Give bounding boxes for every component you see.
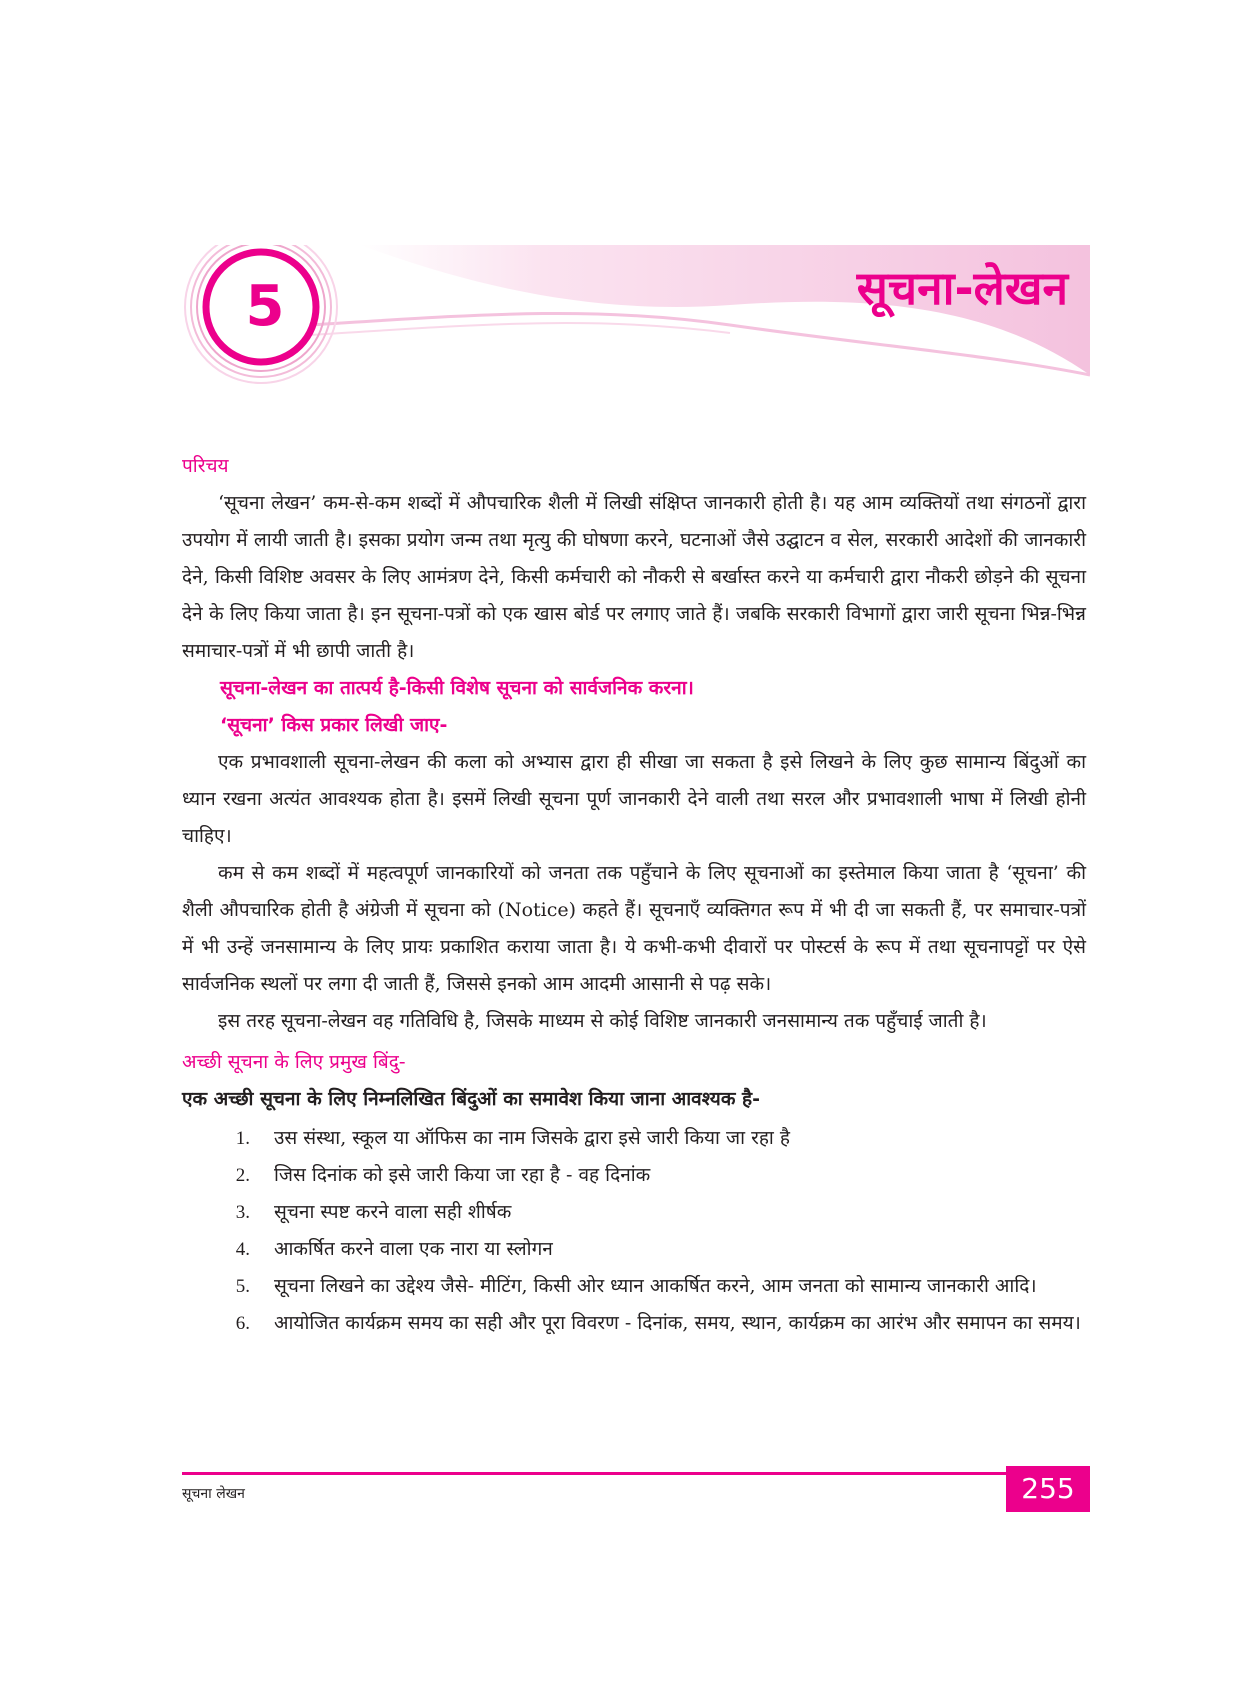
- how-to-write-heading: ‘सूचना’ किस प्रकार लिखी जाए-: [220, 714, 448, 736]
- list-item: [182, 1194, 1086, 1231]
- list-item-number: 5.: [235, 1276, 250, 1297]
- banner-swoosh-line: [310, 323, 730, 335]
- chapter-title: सूचना-लेखन: [856, 261, 1068, 315]
- list-item: [182, 1305, 1086, 1342]
- list-item-text: सूचना स्पष्ट करने वाला सही शीर्षक: [274, 1201, 512, 1223]
- points-list: [182, 1120, 1086, 1342]
- list-item-text: उस संस्था, स्कूल या ऑफिस का नाम जिसके द्वारा इसे जारी किया जा रहा है: [274, 1127, 790, 1149]
- page-number: 255: [1006, 1466, 1090, 1512]
- summary-paragraph: इस तरह सूचना-लेखन वह गतिविधि है, जिसके माध्यम से कोई विशिष्ट जानकारी जनसामान्य तक पहुँचाई जाती है।: [218, 1010, 987, 1032]
- intro-paragraph: ‘सूचना लेखन’ कम-से-कम शब्दों में औपचारिक शैली में लिखी संक्षिप्त जानकारी होती है। यह आम व्यक्तियों तथा संगठनों द्वारा उपयोग में लायी जाती है। इसका प्रयोग जन्म तथा मृत्यु की घोषणा करने, घटनाओं जैसे उद्घाटन व सेल, सरकारी आदेशों की जानकारी देने, किसी विशिष्ट अवसर के लिए आमंत्रण देने, किसी कर्मचारी को नौकरी से बर्खास्त करने या कर्मचारी द्वारा नौकरी छोड़ने की सूचना देने के लिए किया जाता है। इन सूचना-पत्रों को एक खास बोर्ड पर लगाए जाते हैं। जबकि सरकारी विभागों द्वारा जारी सूचना भिन्न-भिन्न समाचार-पत्रों में भी छापी जाती है।: [182, 492, 1086, 662]
- writing-paragraph: एक प्रभावशाली सूचना-लेखन की कला को अभ्यास द्वारा ही सीखा जा सकता है इसे लिखने के लिए कुछ सामान्य बिंदुओं का ध्यान रखना अत्यंत आवश्यक होता है। इसमें लिखी सूचना पूर्ण जानकारी देने वाली तथा सरल और प्रभावशाली भाषा में लिखी होनी चाहिए।: [182, 751, 1086, 847]
- list-item-number: 3.: [235, 1202, 250, 1223]
- notice-paragraph: कम से कम शब्दों में महत्वपूर्ण जानकारियों को जनता तक पहुँचाने के लिए सूचनाओं का इस्तेमाल किया जाता है ‘सूचना’ की शैली औपचारिक होती है अंग्रेजी में सूचना को (Notice) कहते हैं। सूचनाएँ व्यक्तिगत रूप में भी दी जा सकती हैं, पर समाचार-पत्रों में भी उन्हें जनसामान्य के लिए प्रायः प्रकाशित कराया जाता है। ये कभी-कभी दीवारों पर पोस्टर्स के रूप में तथा सूचनापट्टों पर ऐसे सार्वजनिक स्थलों पर लगा दी जाती हैं, जिससे इनको आम आदमी आसानी से पढ़ सके।: [182, 862, 1086, 995]
- list-item-text: आयोजित कार्यक्रम समय का सही और पूरा विवरण - दिनांक, समय, स्थान, कार्यक्रम का आरंभ और समापन का समय।: [274, 1312, 1081, 1334]
- list-item-text: आकर्षित करने वाला एक नारा या स्लोगन: [274, 1238, 553, 1260]
- page-content: [182, 448, 1086, 1342]
- points-heading: अच्छी सूचना के लिए प्रमुख बिंदु-: [182, 1051, 406, 1073]
- intro-heading: परिचय: [182, 455, 229, 477]
- highlight-statement: सूचना-लेखन का तात्पर्य है-किसी विशेष सूचना को सार्वजनिक करना।: [220, 677, 694, 699]
- list-item-number: 6.: [235, 1313, 250, 1334]
- list-item-text: सूचना लिखने का उद्देश्य जैसे- मीटिंग, किसी ओर ध्यान आकर्षित करने, आम जनता को सामान्य जानकारी आदि।: [274, 1275, 1037, 1297]
- list-item-number: 2.: [235, 1165, 250, 1186]
- list-item-number: 1.: [235, 1128, 250, 1149]
- list-item: [182, 1268, 1086, 1305]
- list-item: [182, 1231, 1086, 1268]
- points-lead: एक अच्छी सूचना के लिए निम्नलिखित बिंदुओं का समावेश किया जाना आवश्यक है-: [182, 1088, 760, 1110]
- banner-swoosh-line: [310, 313, 1090, 375]
- list-item-number: 4.: [235, 1239, 250, 1260]
- chapter-number: 5: [245, 274, 285, 339]
- footer-rule: [182, 1472, 1008, 1475]
- footer-running-title: सूचना लेखन: [182, 1486, 245, 1502]
- list-item: [182, 1120, 1086, 1157]
- list-item-text: जिस दिनांक को इसे जारी किया जा रहा है - वह दिनांक: [274, 1164, 651, 1186]
- list-item: [182, 1157, 1086, 1194]
